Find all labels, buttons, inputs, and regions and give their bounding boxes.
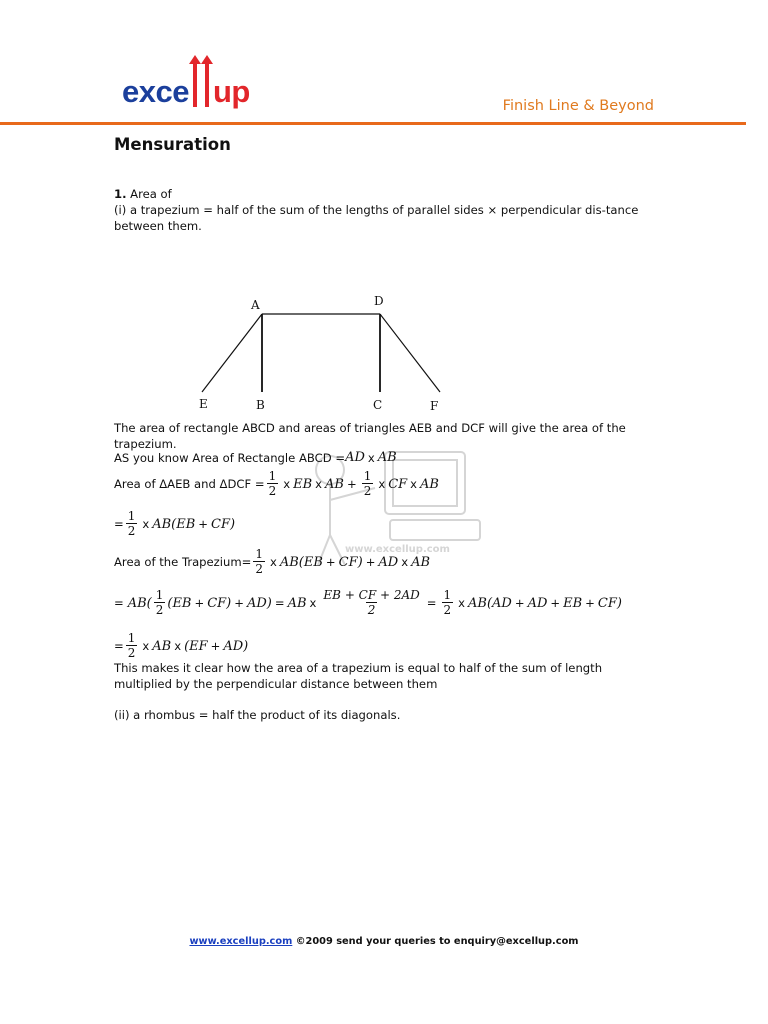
tagline: Finish Line & Beyond bbox=[502, 98, 654, 114]
label-E: E bbox=[199, 397, 208, 411]
logo-arrows-icon bbox=[189, 77, 213, 107]
logo-text-b: up bbox=[212, 74, 250, 109]
edge-AE bbox=[202, 314, 262, 392]
header-divider bbox=[0, 122, 746, 125]
page-title: Mensuration bbox=[114, 135, 231, 154]
edge-DF bbox=[380, 314, 440, 392]
section-1-heading bbox=[114, 186, 659, 202]
equation-trapezium-final: = $\frac{1}{2}$ x AB x (EF + AD) bbox=[114, 631, 249, 660]
label-B: B bbox=[256, 398, 265, 412]
logo-text-a: exce bbox=[122, 74, 189, 109]
equation-triangles-area: Area of ΔAEB and ΔDCF = $\frac{1}{2}$ x EB x AB + $\frac{1}{2}$ x CF x AB bbox=[114, 469, 439, 498]
label-F: F bbox=[430, 399, 439, 413]
trapezium-diagram bbox=[190, 288, 460, 418]
label-D: D bbox=[374, 294, 384, 308]
label-C: C bbox=[373, 398, 383, 412]
item-i-text: (i) a trapezium = half of the sum of the lengths of parallel sides × perpendicular dis-tance between them. bbox=[114, 203, 639, 233]
label-A: A bbox=[251, 298, 260, 312]
item-ii-text: (ii) a rhombus = half the product of its diagonals. bbox=[114, 708, 401, 722]
excellup-logo bbox=[114, 48, 284, 110]
section-heading-text: Area of bbox=[130, 187, 172, 201]
equation-trapezium-expanded: = AB( $\frac{1}{2}$ (EB + CF) + AD) = AB x $\frac{EB + CF + 2AD}{2}$ = $\frac{1}{2}$ x AB(AD + AD + EB + CF) bbox=[114, 588, 622, 617]
section-number: 1. bbox=[114, 187, 127, 201]
footer bbox=[0, 936, 768, 947]
equation-trapezium-area: Area of the Trapezium= $\frac{1}{2}$ x AB(EB + CF) + AD x AB bbox=[114, 547, 431, 576]
equation-triangles-simplified: = $\frac{1}{2}$ x AB(EB + CF) bbox=[114, 509, 236, 538]
footer-link[interactable]: www.excellup.com bbox=[189, 936, 293, 947]
footer-text: ©2009 send your queries to enquiry@excellup.com bbox=[292, 936, 579, 947]
watermark-text: www.excellup.com bbox=[345, 544, 450, 555]
equation-rectangle-area: AS you know Area of Rectangle ABCD = AD x AB bbox=[114, 450, 397, 465]
paragraph-rectangle-triangles: The area of rectangle ABCD and areas of triangles AEB and DCF will give the area of the trapezium. bbox=[114, 421, 626, 451]
paragraph-conclusion: This makes it clear how the area of a trapezium is equal to half of the sum of length multiplied by the perpendicular distance between them bbox=[114, 661, 603, 691]
